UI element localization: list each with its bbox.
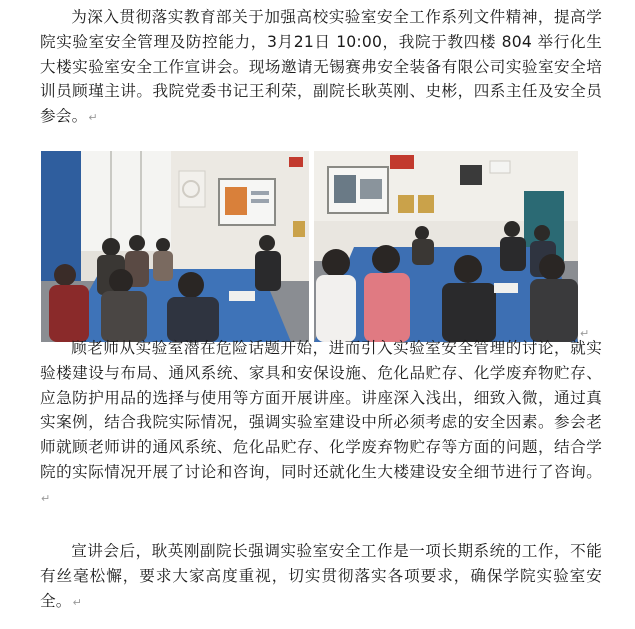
meeting-photo-icon (314, 151, 578, 342)
paragraph-mark-icon: ↵ (88, 111, 98, 125)
paragraph-intro (40, 5, 602, 131)
meeting-photo-icon (41, 151, 309, 342)
paragraph-lecture-text: 顾老师从实验室潜在危险话题开始，进而引入实验室安全管理的讨论，就实验楼建设与布局、通风系统、家具和安保设施、危化品贮存、化学废弃物贮存、应急防护用品的选择与使用等方面开展讲座。讲座深入浅出，细致入微，通过真实案例，结合我院实际情况，强调实验室建设中所必须考虑的安全因素。参会老师就顾老师讲的通风系统、危化品贮存、化学废弃物贮存等方面的问题，结合学院的实际情况开展了讨论和咨询，同时还就化生大楼建设安全细节进行了咨询。 (40, 339, 602, 481)
meeting-photo-right (314, 151, 578, 342)
paragraph-mark-icon: ↵ (41, 491, 51, 505)
paragraph-intro-text: 为深入贯彻落实教育部关于加强高校实验室安全工作系列文件精神，提高学院实验室安全管理及防控能力，3月21日 10:00，我院于教四楼 804 举行化生大楼实验室安全工作宣讲会。现场邀请无锡赛弗安全装备有限公司实验室安全培训员顾瑾主讲。我院党委书记王利荣，副院长耿英刚、史彬，四系主任及安全员参会。 (40, 8, 602, 126)
paragraph-conclusion-text: 宣讲会后，耿英刚副院长强调实验室安全工作是一项长期系统的工作，不能有丝毫松懈，要求大家高度重视，切实贯彻落实各项要求，确保学院实验室安全。 (40, 542, 602, 610)
paragraph-mark-icon: ↵ (580, 327, 590, 340)
paragraph-mark-icon: ↵ (72, 595, 83, 609)
paragraph-conclusion (40, 539, 602, 615)
meeting-photo-left (41, 151, 309, 342)
paragraph-lecture (40, 336, 602, 512)
